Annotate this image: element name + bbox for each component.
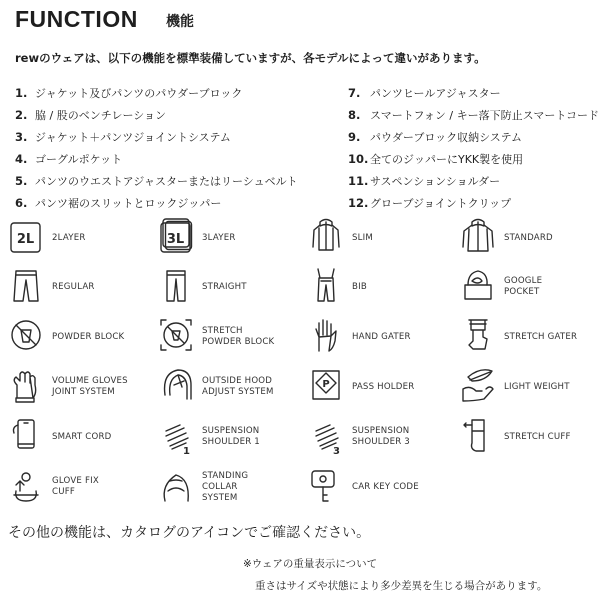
svg-text:3L: 3L [166,232,185,247]
stretch-cuff-icon [460,415,496,459]
function-icon-label: BIB [352,281,367,292]
feature-text: 全てのジッパーにYKK製を使用 [370,153,524,166]
suspension-shoulder-3-icon [308,415,344,459]
function-icon-label: STRETCH POWDER BLOCK [202,326,275,347]
function-icon-item [8,315,124,359]
feature-text: 脇 / 股のベンチレーション [35,109,167,122]
standing-collar-icon [158,465,194,509]
feature-item [15,151,122,167]
powder-block-icon [8,315,44,359]
feature-text: スマートフォン / キー落下防止スマートコード [370,109,599,122]
weight-note-heading: ※ウェアの重量表示について [243,558,378,570]
feature-item [15,173,298,189]
function-icon-item [460,216,553,260]
function-icon-label: LIGHT WEIGHT [504,381,570,392]
volume-gloves-icon [8,365,44,409]
glove-fix-cuff-icon [8,465,44,509]
feature-item [15,195,221,211]
function-icon-label: SLIM [352,232,373,243]
function-icon-label: POWDER BLOCK [52,331,125,342]
feature-number: 9. [348,130,361,144]
feature-text: ジャケット＋パンツジョイントシステム [35,131,231,144]
function-icon-label: CAR KEY CODE [352,481,419,492]
feature-item [348,107,599,123]
function-icon-label: STRETCH GATER [504,331,578,342]
slim-icon [308,216,344,260]
function-icon-label: STANDING COLLAR SYSTEM [202,470,249,503]
function-icon-label: GOOGLE POCKET [504,276,543,297]
feature-number: 2. [15,108,28,122]
function-icon-label: PASS HOLDER [352,381,415,392]
function-icon-item [158,265,247,309]
function-icon-label: STRETCH CUFF [504,431,571,442]
function-icon-item [308,265,367,309]
function-icon-item [460,315,577,359]
function-icon-item [308,365,414,409]
suspension-shoulder-1-icon [158,415,194,459]
weight-note-body: 重さはサイズや状態により多少差異を生じる場合があります。 [255,580,548,592]
function-icon-label: SUSPENSION SHOULDER 3 [352,426,410,447]
svg-text:2L: 2L [16,232,35,247]
feature-item [348,129,522,145]
feature-item [348,195,511,211]
function-icon-label: STRAIGHT [202,281,247,292]
feature-item [348,173,500,189]
svg-text:1: 1 [183,446,190,455]
car-key-code-icon [308,465,344,509]
smart-cord-icon [8,415,44,459]
page-title: FUNCTION [15,6,138,32]
function-icon-label: STANDARD [504,232,553,243]
regular-icon [8,265,44,309]
feature-text: グローブジョイントクリップ [370,197,512,210]
svg-text:P: P [322,379,330,390]
function-icon-item [308,216,373,260]
function-icon-item [8,265,95,309]
function-icon-item [308,415,410,459]
feature-text: ジャケット及びパンツのパウダーブロック [35,87,243,100]
3layer-icon [158,216,194,260]
function-icon-item [460,415,571,459]
function-icon-item [158,315,274,359]
feature-number: 5. [15,174,28,188]
feature-text: パンツヒールアジャスター [370,87,501,100]
feature-item [348,85,501,101]
function-icon-label: SMART CORD [52,431,112,442]
feature-number: 7. [348,86,361,100]
function-icon-label: VOLUME GLOVES JOINT SYSTEM [52,376,128,397]
light-weight-icon [460,365,496,409]
feature-number: 1. [15,86,28,100]
feature-item [15,129,231,145]
feature-text: パウダーブロック収納システム [370,131,523,144]
feature-text: パンツ裾のスリットとロックジッパー [35,197,222,210]
straight-icon [158,265,194,309]
hand-gater-icon [308,315,344,359]
function-icon-label: OUTSIDE HOOD ADJUST SYSTEM [202,376,274,397]
feature-text: サスペンションショルダー [370,175,501,188]
feature-number: 10. [348,152,369,166]
feature-text: パンツのウエストアジャスターまたはリーシュベルト [35,175,298,188]
function-icon-label: 3LAYER [202,232,236,243]
function-icon-item [158,365,274,409]
function-icon-item [308,315,411,359]
outro-text: その他の機能は、カタログのアイコンでご確認ください。 [8,525,371,541]
feature-number: 3. [15,130,28,144]
feature-number: 4. [15,152,28,166]
outside-hood-icon [158,365,194,409]
function-icon-label: 2LAYER [52,232,86,243]
feature-item [348,151,523,167]
feature-number: 12. [348,196,369,210]
function-icon-item [460,265,542,309]
function-icon-item [8,216,86,260]
page-title-jp: 機能 [166,14,194,30]
feature-text: ゴーグルポケット [35,153,123,166]
function-icon-label: SUSPENSION SHOULDER 1 [202,426,260,447]
bib-icon [308,265,344,309]
function-icon-item [158,465,248,509]
2layer-icon [8,216,44,260]
svg-text:3: 3 [333,446,340,455]
intro-text: rewのウェアは、以下の機能を標準装備していますが、各モデルによって違いがあります。 [15,51,486,65]
function-icon-label: REGULAR [52,281,95,292]
function-icon-item [8,465,99,509]
standard-icon [460,216,496,260]
feature-number: 8. [348,108,361,122]
function-icon-label: GLOVE FIX CUFF [52,476,99,497]
feature-item [15,107,166,123]
stretch-powder-block-icon [158,315,194,359]
pass-holder-icon [308,365,344,409]
function-icon-item [8,365,128,409]
stretch-gater-icon [460,315,496,359]
function-icon-item [158,216,236,260]
google-pocket-icon [460,265,496,309]
function-icon-item [460,365,570,409]
function-icon-label: HAND GATER [352,331,411,342]
feature-item [15,85,242,101]
feature-number: 11. [348,174,369,188]
function-icon-item [308,465,419,509]
function-icon-item [8,415,111,459]
function-icon-item [158,415,260,459]
feature-number: 6. [15,196,28,210]
